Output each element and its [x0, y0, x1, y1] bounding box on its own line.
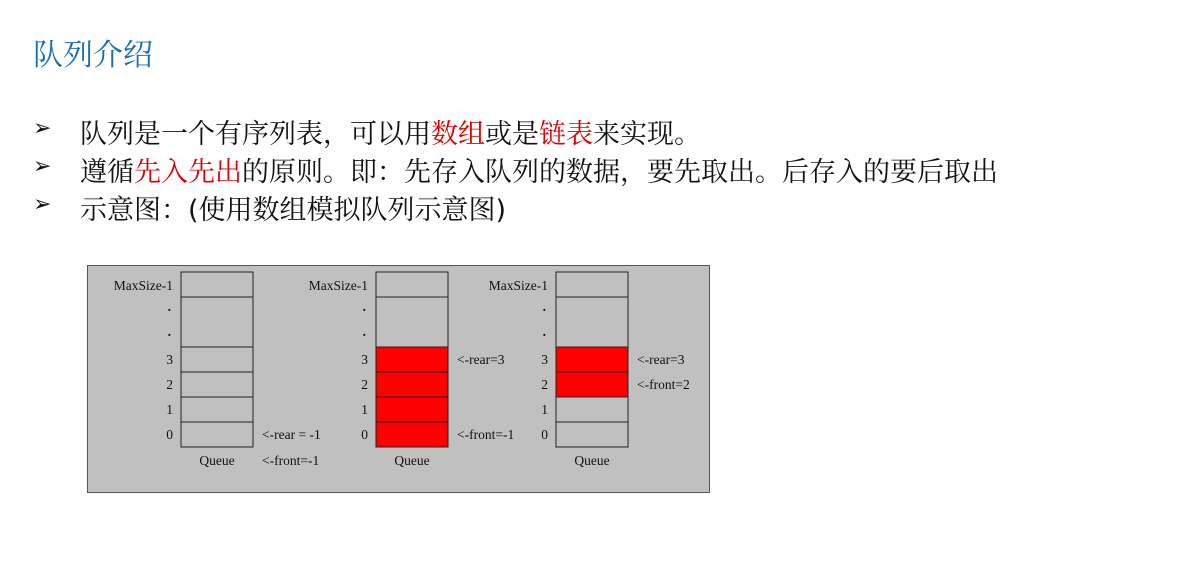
queue-cell-filled — [376, 422, 448, 447]
pointer-label: <-rear=3 — [637, 352, 685, 367]
maxsize-label: MaxSize-1 — [488, 278, 548, 293]
highlight-text: 数组 — [431, 119, 485, 150]
ellipsis-dot: . — [167, 299, 171, 314]
queue-cell-filled — [556, 372, 628, 397]
index-label: 2 — [541, 377, 548, 392]
queue-cell-ellipsis — [181, 297, 253, 347]
bullet-text-part: 或是 — [485, 119, 539, 150]
pointer-label: <-rear=3 — [457, 352, 505, 367]
queue-cell-filled — [376, 397, 448, 422]
bullet-text — [80, 150, 998, 189]
queue-cell-empty — [556, 397, 628, 422]
index-label: 2 — [166, 377, 173, 392]
bullet-text — [80, 112, 701, 151]
bullet-arrow-icon: ➢ — [33, 154, 52, 179]
queue-caption: Queue — [394, 453, 430, 468]
queue-cell-empty — [181, 347, 253, 372]
queue-cell-empty — [181, 372, 253, 397]
pointer-label: <-rear = -1 — [262, 427, 321, 442]
queue-cell-filled — [556, 347, 628, 372]
index-label: 1 — [541, 402, 548, 417]
queue-cell-top — [181, 272, 253, 297]
bullet-text — [80, 188, 506, 227]
page-title: 队列介绍 — [33, 38, 153, 73]
queue-cell-ellipsis — [556, 297, 628, 347]
bullet-arrow-icon: ➢ — [33, 116, 52, 141]
queue-cell-top — [556, 272, 628, 297]
maxsize-label: MaxSize-1 — [308, 278, 368, 293]
index-label: 1 — [166, 402, 173, 417]
highlight-text: 链表 — [539, 119, 593, 150]
index-label: 0 — [541, 427, 548, 442]
ellipsis-dot: . — [362, 324, 366, 339]
index-label: 0 — [361, 427, 368, 442]
queue-diagram — [87, 265, 710, 493]
index-label: 3 — [361, 352, 368, 367]
queue-caption: Queue — [199, 453, 235, 468]
index-label: 3 — [166, 352, 173, 367]
ellipsis-dot: . — [362, 299, 366, 314]
queue-cell-top — [376, 272, 448, 297]
maxsize-label: MaxSize-1 — [113, 278, 173, 293]
pointer-label: <-front=-1 — [457, 427, 515, 442]
index-label: 3 — [541, 352, 548, 367]
highlight-text: 先入先出 — [134, 157, 242, 188]
index-label: 2 — [361, 377, 368, 392]
queue-cell-filled — [376, 372, 448, 397]
queue-cell-empty — [181, 422, 253, 447]
ellipsis-dot: . — [542, 299, 546, 314]
queue-cell-empty — [181, 397, 253, 422]
pointer-label: <-front=2 — [637, 377, 690, 392]
bullet-text-part: 遵循 — [80, 157, 134, 188]
queue-cell-empty — [556, 422, 628, 447]
index-label: 0 — [166, 427, 173, 442]
bullet-text-part: 的原则。即：先存入队列的数据，要先取出。后存入的要后取出 — [242, 157, 998, 188]
ellipsis-dot: . — [542, 324, 546, 339]
bullet-text-part: 来实现。 — [593, 119, 701, 150]
queue-cell-filled — [376, 347, 448, 372]
pointer-label: <-front=-1 — [262, 453, 320, 468]
queue-caption: Queue — [574, 453, 610, 468]
queue-diagram-svg — [88, 266, 711, 494]
bullet-text-part: 示意图：(使用数组模拟队列示意图) — [80, 195, 507, 226]
ellipsis-dot: . — [167, 324, 171, 339]
index-label: 1 — [361, 402, 368, 417]
bullet-text-part: 队列是一个有序列表，可以用 — [80, 119, 431, 150]
bullet-arrow-icon: ➢ — [33, 192, 52, 217]
queue-cell-ellipsis — [376, 297, 448, 347]
